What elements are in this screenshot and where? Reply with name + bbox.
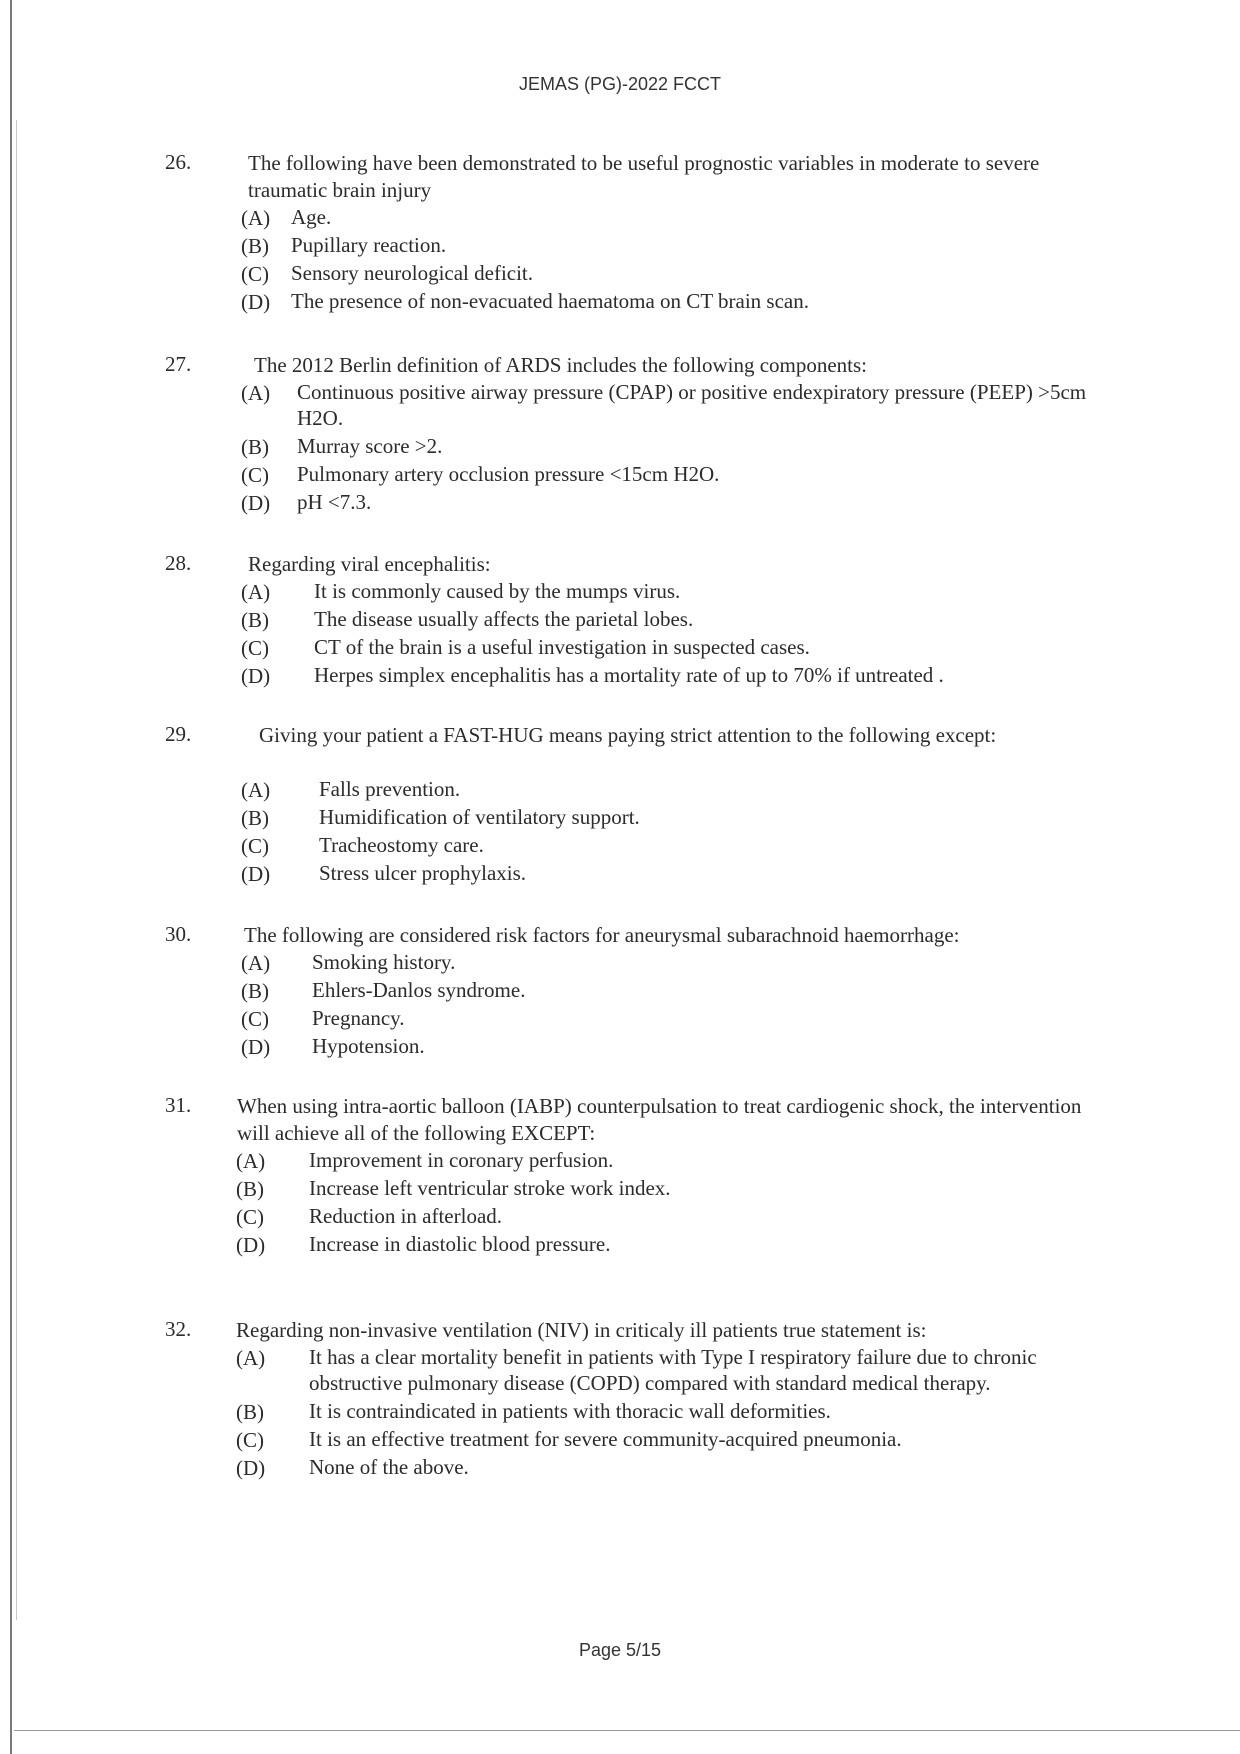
- option-text: Tracheostomy care.: [319, 833, 484, 857]
- option-label: (A): [236, 1149, 266, 1173]
- option-list: [241, 379, 1111, 515]
- option-label: (C): [236, 1428, 264, 1452]
- option-a: [241, 776, 1111, 802]
- option-text: Herpes simplex encephalitis has a mortality rate of up to 70% if untreated .: [314, 663, 944, 687]
- option-label: (D): [236, 1233, 266, 1257]
- option-text: It is commonly caused by the mumps virus.: [314, 579, 681, 603]
- question-stem: The 2012 Berlin definition of ARDS includes the following components:: [254, 353, 868, 377]
- option-label: (D): [241, 862, 271, 886]
- option-b: [236, 1175, 1106, 1201]
- option-text: Ehlers-Danlos syndrome.: [312, 978, 526, 1002]
- question-stem: The following are considered risk factors for aneurysmal subarachnoid haemorrhage:: [244, 923, 960, 947]
- option-b: [241, 433, 1111, 459]
- option-label: (B): [241, 979, 269, 1003]
- question-number: 30.: [165, 922, 192, 946]
- option-text: Pulmonary artery occlusion pressure <15cm H2O.: [297, 462, 720, 486]
- question-number: 32.: [165, 1317, 192, 1341]
- option-label: (B): [236, 1177, 264, 1201]
- option-b: [241, 606, 1111, 632]
- option-list: [241, 776, 1111, 886]
- option-text: The presence of non-evacuated haematoma on CT brain scan.: [291, 289, 809, 313]
- option-c: [241, 832, 1111, 858]
- option-c: [236, 1203, 1106, 1229]
- option-text: CT of the brain is a useful investigation in suspected cases.: [314, 635, 810, 659]
- option-label: (A): [241, 206, 271, 230]
- option-label: (B): [236, 1400, 264, 1424]
- option-list: [236, 1344, 1106, 1480]
- option-d: [241, 662, 1111, 688]
- option-a: [241, 379, 1111, 431]
- page-header: JEMAS (PG)-2022 FCCT: [518, 74, 722, 94]
- option-text: Increase left ventricular stroke work index.: [309, 1176, 671, 1200]
- option-text: Smoking history.: [312, 950, 456, 974]
- option-text: Hypotension.: [312, 1034, 425, 1058]
- option-c: [241, 260, 1111, 286]
- option-text: Reduction in afterload.: [309, 1204, 503, 1228]
- option-text: Increase in diastolic blood pressure.: [309, 1232, 611, 1256]
- question-stem: When using intra-aortic balloon (IABP) counterpulsation to treat cardiogenic shock, the intervention will achieve all of the following EXCEPT:: [237, 1094, 1082, 1145]
- option-label: (B): [241, 234, 269, 258]
- option-label: (C): [241, 463, 269, 487]
- option-text: It has a clear mortality benefit in patients with Type I respiratory failure due to chronic obstructive pulmonary disease (COPD) compared with standard medical therapy.: [309, 1345, 1037, 1395]
- option-text: Age.: [291, 205, 332, 229]
- option-text: Pregnancy.: [312, 1006, 405, 1030]
- option-label: (C): [241, 1007, 269, 1031]
- option-d: [241, 1033, 1111, 1059]
- option-c: [241, 634, 1111, 660]
- option-text: Murray score >2.: [297, 434, 443, 458]
- option-text: None of the above.: [309, 1455, 469, 1479]
- option-label: (D): [241, 290, 271, 314]
- bottom-edge-line: [14, 1730, 1240, 1731]
- option-text: Falls prevention.: [319, 777, 461, 801]
- option-text: pH <7.3.: [297, 490, 372, 514]
- option-list: [236, 1147, 1106, 1257]
- option-label: (D): [236, 1456, 266, 1480]
- option-a: [241, 949, 1111, 975]
- question-number: 28.: [165, 551, 192, 575]
- option-c: [241, 1005, 1111, 1031]
- option-text: Continuous positive airway pressure (CPAP) or positive endexpiratory pressure (PEEP) >5cm H2O.: [297, 380, 1087, 430]
- option-label: (C): [236, 1205, 264, 1229]
- option-label: (A): [241, 381, 271, 405]
- option-label: (A): [241, 951, 271, 975]
- option-text: Stress ulcer prophylaxis.: [319, 861, 527, 885]
- option-list: [241, 949, 1111, 1059]
- option-label: (A): [241, 778, 271, 802]
- question-stem: Giving your patient a FAST-HUG means paying strict attention to the following except:: [259, 723, 997, 747]
- option-c: [236, 1426, 1106, 1452]
- option-d: [241, 860, 1111, 886]
- option-list: [241, 204, 1111, 314]
- option-list: [241, 578, 1111, 688]
- option-label: (D): [241, 491, 271, 515]
- option-label: (D): [241, 1035, 271, 1059]
- option-text: The disease usually affects the parietal lobes.: [314, 607, 694, 631]
- option-label: (C): [241, 636, 269, 660]
- option-label: (B): [241, 608, 269, 632]
- option-d: [236, 1231, 1106, 1257]
- option-b: [236, 1398, 1106, 1424]
- question-stem: The following have been demonstrated to be useful prognostic variables in moderate to severe traumatic brain injury: [248, 151, 1040, 202]
- option-d: [241, 288, 1111, 314]
- option-label: (C): [241, 834, 269, 858]
- option-label: (B): [241, 806, 269, 830]
- question-stem: Regarding non-invasive ventilation (NIV) in criticaly ill patients true statement is:: [236, 1318, 927, 1342]
- question-stem: Regarding viral encephalitis:: [248, 552, 491, 576]
- option-text: Sensory neurological deficit.: [291, 261, 534, 285]
- scan-edge-line: [10, 0, 12, 1754]
- option-text: It is an effective treatment for severe community-acquired pneumonia.: [309, 1427, 902, 1451]
- option-b: [241, 804, 1111, 830]
- option-b: [241, 977, 1111, 1003]
- option-text: Pupillary reaction.: [291, 233, 447, 257]
- option-d: [241, 489, 1111, 515]
- option-label: (B): [241, 435, 269, 459]
- option-a: [241, 204, 1111, 230]
- option-label: (D): [241, 664, 271, 688]
- scan-edge-shadow: [16, 120, 17, 1620]
- option-text: Improvement in coronary perfusion.: [309, 1148, 614, 1172]
- option-a: [236, 1344, 1109, 1396]
- option-b: [241, 232, 1111, 258]
- option-label: (A): [236, 1346, 266, 1370]
- option-text: Humidification of ventilatory support.: [319, 805, 640, 829]
- option-d: [236, 1454, 1106, 1480]
- option-a: [241, 578, 1111, 604]
- question-number: 29.: [165, 722, 192, 746]
- page-footer: Page 5/15: [578, 1640, 662, 1660]
- option-label: (A): [241, 580, 271, 604]
- option-c: [241, 461, 1111, 487]
- option-a: [236, 1147, 1106, 1173]
- question-number: 31.: [165, 1093, 192, 1117]
- option-label: (C): [241, 262, 269, 286]
- question-number: 26.: [165, 150, 192, 174]
- option-text: It is contraindicated in patients with thoracic wall deformities.: [309, 1399, 831, 1423]
- question-number: 27.: [165, 352, 192, 376]
